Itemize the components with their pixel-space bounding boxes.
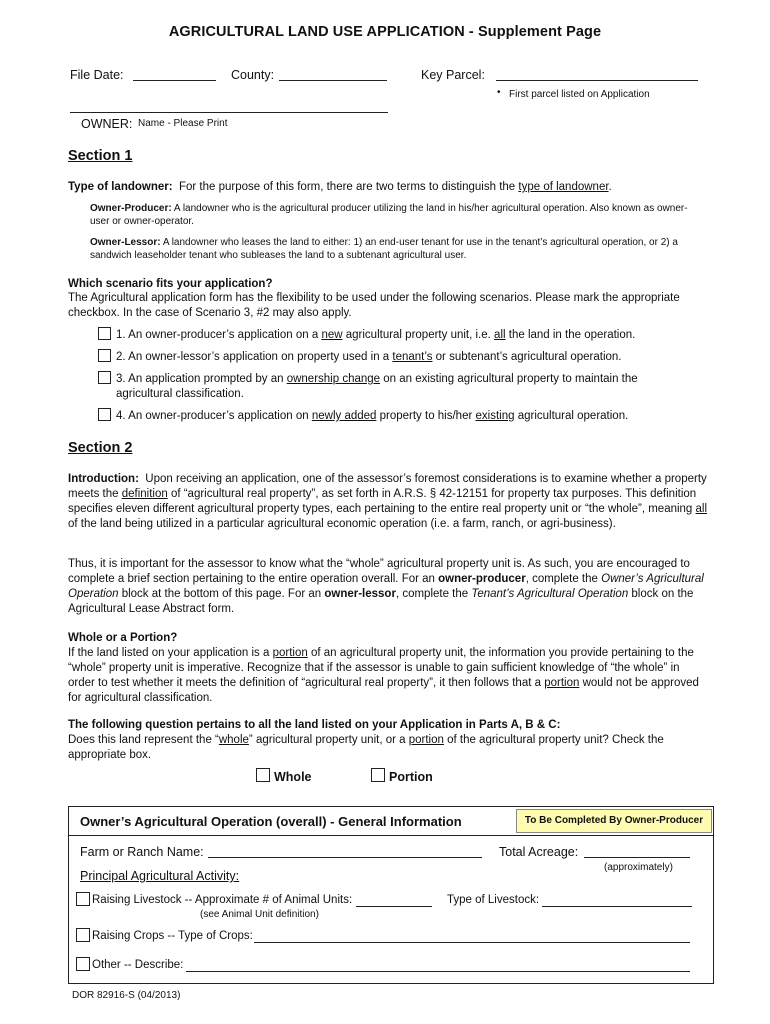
scenario-2-checkbox[interactable] — [98, 349, 111, 362]
total-acreage-label: Total Acreage: — [499, 845, 579, 859]
crops-field[interactable] — [254, 942, 690, 943]
section-1-heading: Section 1 — [68, 148, 133, 164]
owner-producer-badge: To Be Completed By Owner-Producer — [516, 809, 712, 833]
scenario-3-checkbox[interactable] — [98, 371, 111, 384]
other-label: Other -- Describe: — [92, 959, 184, 971]
whole-portion-heading: Whole or a Portion? — [68, 632, 178, 644]
portion-label: Portion — [389, 770, 433, 784]
crops-label: Raising Crops -- Type of Crops: — [92, 930, 253, 942]
scenario-4-label: 4. An owner-producer’s application on newly added property to his/her existing agricultural operation. — [116, 410, 629, 422]
scenario-text: The Agricultural application form has the flexibility to be used under the following scenarios. Please mark the appropriate checkbox. In the case of Scenario 3, #2 may also apply. — [68, 292, 680, 319]
whole-portion-paragraph: If the land listed on your application is a portion of an agricultural property unit, the information you provide pertaining to the “whole” property unit is imperative. Recognize that if the assessor is unable to gain sufficient knowledge of “the whole” in order to test whether it meets the definition of “agricultural real property”, it then follows that a portion would not be approved for agricultural classification. — [68, 647, 699, 704]
livestock-checkbox[interactable] — [76, 892, 90, 906]
question-heading: The following question pertains to all the land listed on your Application in Parts A, B & C: — [68, 719, 561, 731]
other-field[interactable] — [186, 971, 690, 972]
county-field[interactable] — [279, 80, 387, 81]
file-date-field[interactable] — [133, 80, 216, 81]
farm-name-label: Farm or Ranch Name: — [80, 845, 204, 859]
animal-units-field[interactable] — [356, 906, 432, 907]
owner-producer-label: Owner-Producer: — [90, 203, 172, 214]
file-date-label: File Date: — [70, 68, 124, 82]
type-underline: type of landowner — [518, 181, 609, 193]
whole-checkbox[interactable] — [256, 768, 270, 782]
key-parcel-field[interactable] — [496, 80, 698, 81]
total-acreage-field[interactable] — [584, 857, 690, 858]
county-label: County: — [231, 68, 275, 82]
crops-checkbox[interactable] — [76, 928, 90, 942]
owner-producer-definition — [90, 202, 690, 228]
section-2-heading: Section 2 — [68, 440, 133, 456]
type-of-landowner: Type of landowner: For the purpose of this form, there are two terms to distinguish the type of landowner. — [68, 181, 612, 193]
key-parcel-label: Key Parcel: — [421, 68, 485, 82]
type-livestock-field[interactable] — [542, 906, 692, 907]
first-parcel-note: First parcel listed on Application — [509, 89, 650, 100]
owner-label: OWNER: — [81, 117, 133, 131]
approx-note: (approximately) — [604, 862, 673, 873]
other-checkbox[interactable] — [76, 957, 90, 971]
form-number: DOR 82916-S (04/2013) — [72, 990, 181, 1001]
scenario-4-checkbox[interactable] — [98, 408, 111, 421]
principal-activity-label: Principal Agricultural Activity: — [80, 869, 240, 883]
animal-unit-note: (see Animal Unit definition) — [200, 909, 319, 920]
portion-checkbox[interactable] — [371, 768, 385, 782]
scenario-3-label: 3. An application prompted by an ownership change on an existing agricultural property to maintain the agricultural classification. — [116, 373, 638, 400]
thus-paragraph: Thus, it is important for the assessor to know what the “whole” agricultural property unit is. As such, you are encouraged to complete a brief section pertaining to the entire operation overall. For an owner-producer, complete the Owner’s Agricultural Operation block at the bottom of this page. For an owner-lessor, complete the Tenant’s Agricultural Operation block on the Agricultural Lease Abstract form. — [68, 558, 704, 615]
bullet-icon: • — [497, 87, 501, 98]
livestock-label: Raising Livestock -- Approximate # of Animal Units: — [92, 894, 353, 906]
scenario-2-label: 2. An owner-lessor’s application on property used in a tenant’s or subtenant’s agricultural operation. — [116, 351, 622, 363]
type-text: For the purpose of this form, there are two terms to distinguish the — [178, 181, 516, 193]
introduction-paragraph: Introduction: Upon receiving an application, one of the assessor’s foremost considerations is to examine whether a property meets the definition of “agricultural real property”, as set forth in A.R.S. § 42-12151 for property tax purposes. This definition specifies eleven different agricultural property types, each pertaining to the entire real property unit or “the whole”, meaning all of the land being utilized in a particular agricultural economic operation (i.e. a farm, ranch, or agri-business). — [68, 473, 708, 530]
owner-producer-text: A landowner who is the agricultural producer utilizing the land in his/her agricultural operation. Also known as owner-user or owner-operator. — [90, 203, 688, 227]
owner-lessor-label: Owner-Lessor: — [90, 237, 161, 248]
owner-lessor-definition — [90, 236, 690, 262]
type-label: Type of landowner: — [68, 181, 173, 193]
whole-label: Whole — [274, 770, 312, 784]
scenario-heading: Which scenario fits your application? — [68, 278, 273, 290]
question-text: Does this land represent the “whole” agricultural property unit, or a portion of the agricultural property unit? Check the appropriate box. — [68, 734, 664, 761]
owner-name-field[interactable] — [70, 112, 388, 113]
farm-name-field[interactable] — [208, 857, 482, 858]
page-title: AGRICULTURAL LAND USE APPLICATION - Supplement Page — [168, 24, 602, 40]
owner-operation-heading: Owner’s Agricultural Operation (overall) - General Information — [80, 814, 462, 829]
owner-note: Name - Please Print — [138, 118, 228, 129]
type-livestock-label: Type of Livestock: — [447, 894, 540, 906]
scenario-1-label: 1. An owner-producer’s application on a new agricultural property unit, i.e. all the land in the operation. — [116, 329, 636, 341]
scenario-1-checkbox[interactable] — [98, 327, 111, 340]
owner-lessor-text: A landowner who leases the land to either: 1) an end-user tenant for use in the tenant’s agricultural operation, or 2) a sandwich leaseholder tenant who subleases the land to a subtenant agricultural user. — [90, 237, 678, 261]
